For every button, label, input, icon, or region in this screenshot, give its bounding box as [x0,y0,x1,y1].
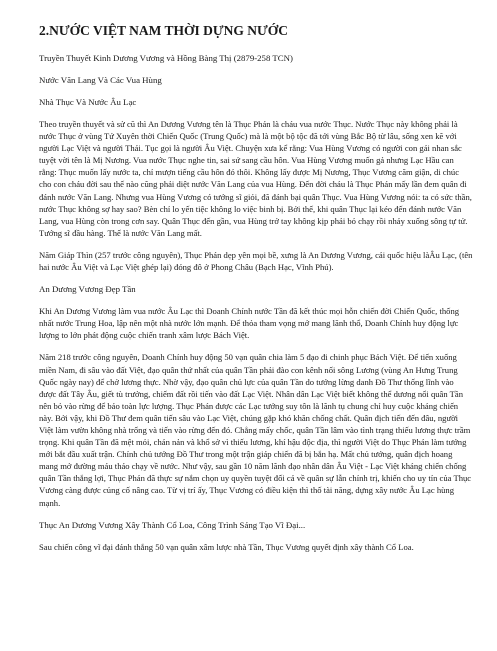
document-title: 2.NƯỚC VIỆT NAM THỜI DỰNG NƯỚC [39,23,289,38]
paragraph-legend: Theo truyền thuyết và sử cũ thì An Dương Vương tên là Thục Phán là cháu vua nước Thục. Nước Thục này không phải là nước Thục ở vùng Tứ Xuyên thời Chiến Quốc (Trung Quốc) mà là một bộ tộc đã tới vùng Bắc Bộ từ lâu, sống xen kẽ với người Lạc Việt và người Thái. Tục gọi là người Âu Việt. Chuyện xưa kể rằng: Vua Hùng Vương có người con gái nhan sắc tuyệt vời tên là Mị Nương. Vua nước Thục nghe tin, sai sứ sang cầu hôn. Vua Hùng Vương muốn gả nhưng Lạc Hầu can rằng: Thục muốn lấy nước ta, chỉ mượn tiếng cầu hôn đó thôi. Không lấy được Mị Nương, Thục Vương căm giận, di chúc cho con cháu đời sau thế nào cũng phải diệt nước Văn Lang của vua Hùng. Đến đời cháu là Thục Phán mấy lần đem quân đi đánh nước Văn Lang. Nhưng vua Hùng Vương có tướng sĩ giỏi, đã đánh bại quân Thục. Vua Hùng Vương nói: ta có sức thần, nước Thục không sợ hay sao? Bèn chỉ lo yến tiệc không lo việc binh bị. Bởi thế, khi quân Thục lại kéo đến đánh nước Văn Lang, vua Hùng còn trong cơn say. Quân Thục đến gần, vua Hùng trở tay không kịp phải bỏ chạy rồi nhảy xuống sông tự tử. Tướng sĩ đầu hàng. Thế là nước Văn Lang mất. [39,119,472,238]
section-heading-kinh-duong-vuong: Truyền Thuyết Kinh Dương Vương và Hồng Bàng Thị (2879-258 TCN) [39,53,293,63]
section-heading-nha-thuc: Nhà Thục Và Nước Âu Lạc [39,97,137,107]
paragraph-nam-218: Năm 218 trước công nguyên, Doanh Chính huy động 50 vạn quân chia làm 5 đạo đi chinh phục Bách Việt. Để tiến xuống miền Nam, đi sâu vào đất Việt, đạo quân thứ nhất của quân Tần phải đào con kênh nối sông Lương (vùng An Hưng Trung Quốc ngày nay) để chở lương thực. Nhờ vậy, đạo quân chủ lực của quân Tần do tướng lừng danh Đồ Thư thống lĩnh vào được đất Tây Âu, giết tù trưởng, chiếm đất rồi tiến vào đất Lạc Việt. Nhân dân Lạc Việt biết không thể dương nổi quân Tần nên bỏ vào rừng để bảo toàn lực lượng. Thục Phán được các Lạc tướng suy tôn là lãnh tụ chung chỉ huy cuộc kháng chiến này. Bởi vậy, khi Đồ Thư đem quân tiến sâu vào Lạc Việt, chúng gặp khó khăn chống chất. Quân địch tiến đến đâu, người Việt làm vườn không nhà trống và tiến vào rừng đến đó. Chẳng mấy chốc, quân Tần lâm vào tình trạng thiếu lương thực trầm trọng. Khi quân Tần đã mệt mỏi, chán nản và khổ sở vì thiếu lương, khí hậu độc địa, thì người Việt do Thục Phán làm tướng mới bắt đầu xuất trận. Chính chủ tướng Đồ Thư trong một trận giáp chiến đã bị bắn hạ. Mất chủ tướng, quân địch hoang mang mở đường máu tháo chạy về nước. Như vậy, sau gần 10 năm lãnh đạo nhân dân Âu Việt - Lạc Việt kháng chiến chống quân Tần thắng lợi, Thục Phán đã thực sự nắm chọn uy quyền tuyệt đối cả về quân sự lẫn chính trị, khiến cho uy tín của Thục Vương càng được củng cố nâng cao. Từ vị trí ấy, Thục Vương có điều kiện thì thố tài năng, dựng xây nước Âu Lạc hùng mạnh. [39,352,472,508]
paragraph-giap-thin: Năm Giáp Thìn (257 trước công nguyên), Thục Phán dẹp yên mọi bề, xưng là An Dương Vương, cải quốc hiệu làÂu Lạc, (tên hai nước Âu Việt và Lạc Việt ghép lại) đóng đô ở Phong Châu (Bạch Hạc, Vĩnh Phú). [39,249,473,273]
paragraph-doanh-chinh: Khi An Dương Vương làm vua nước Âu Lạc thì Doanh Chính nước Tần đã kết thúc mọi hỗn chiến đời Chiến Quốc, thống nhất nước Trung Hoa, lập nên một nhà nước lớn mạnh. Để thỏa tham vọng mở mang lãnh thổ, Doanh Chính huy động lực lượng to lớn phát động cuộc chiến tranh xâm lược Bách Việt. [39,306,460,341]
section-heading-dep-tan: An Dương Vương Đẹp Tần [39,284,136,295]
section-heading-co-loa: Thục An Dương Vương Xây Thành Cổ Loa, Công Trình Sáng Tạo Vĩ Đại... [39,519,306,530]
section-heading-van-lang: Nước Văn Lang Và Các Vua Hùng [39,75,162,85]
paragraph-co-loa: Sau chiến công vĩ đại đánh thắng 50 vạn quân xâm lược nhà Tần, Thục Vương quyết định xây thành Cổ Loa. [39,541,414,552]
